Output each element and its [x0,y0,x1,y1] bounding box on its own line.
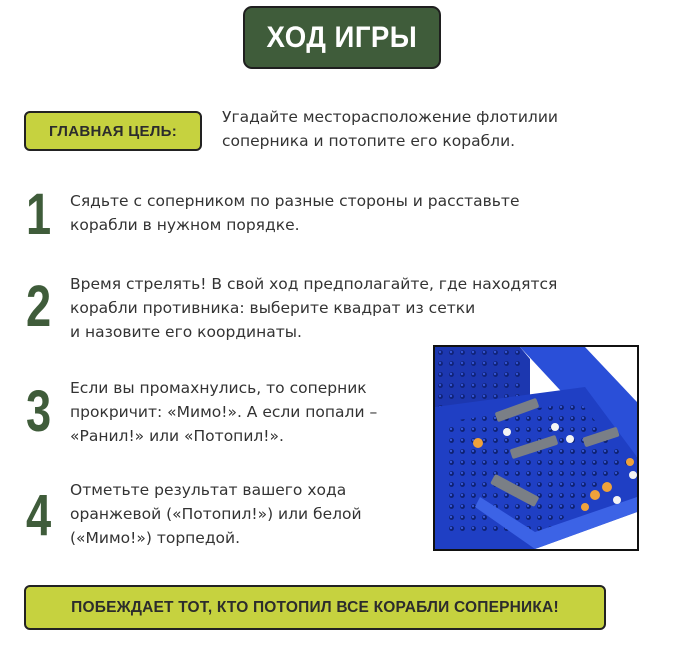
page-title: ХОД ИГРЫ [266,20,418,54]
step-text-4: Отметьте результат вашего хода оранжевой («Потопил!») или белой («Мимо!») торпедой. [70,481,362,547]
goal-label: ГЛАВНАЯ ЦЕЛЬ: [48,122,178,140]
step-text-3: Если вы промахнулись, то соперник прокричит: «Мимо!». А если попали – «Ранил!» или «Потопил!». [70,379,378,445]
goal-text: Угадайте месторасположение флотилии соперника и потопите его корабли. [222,108,558,150]
step-number-4: 4 [26,483,52,548]
step-number-1: 1 [26,182,52,247]
step-number-3: 3 [26,379,52,444]
step-number-2: 2 [26,274,52,339]
footer-badge [24,585,606,630]
title-banner [243,6,441,69]
goal-badge [24,111,202,151]
footer-text: ПОБЕЖДАЕТ ТОТ, КТО ПОТОПИЛ ВСЕ КОРАБЛИ СОПЕРНИКА! [71,598,559,616]
step-text-1: Сядьте с соперником по разные стороны и расставьте корабли в нужном порядке. [70,192,520,234]
battleship-board-illustration [435,347,637,549]
game-board-photo [433,345,639,551]
step-text-2: Время стрелять! В свой ход предполагайте, где находятся корабли противника: выберите квадрат из сетки и назовите его координаты. [70,275,558,341]
